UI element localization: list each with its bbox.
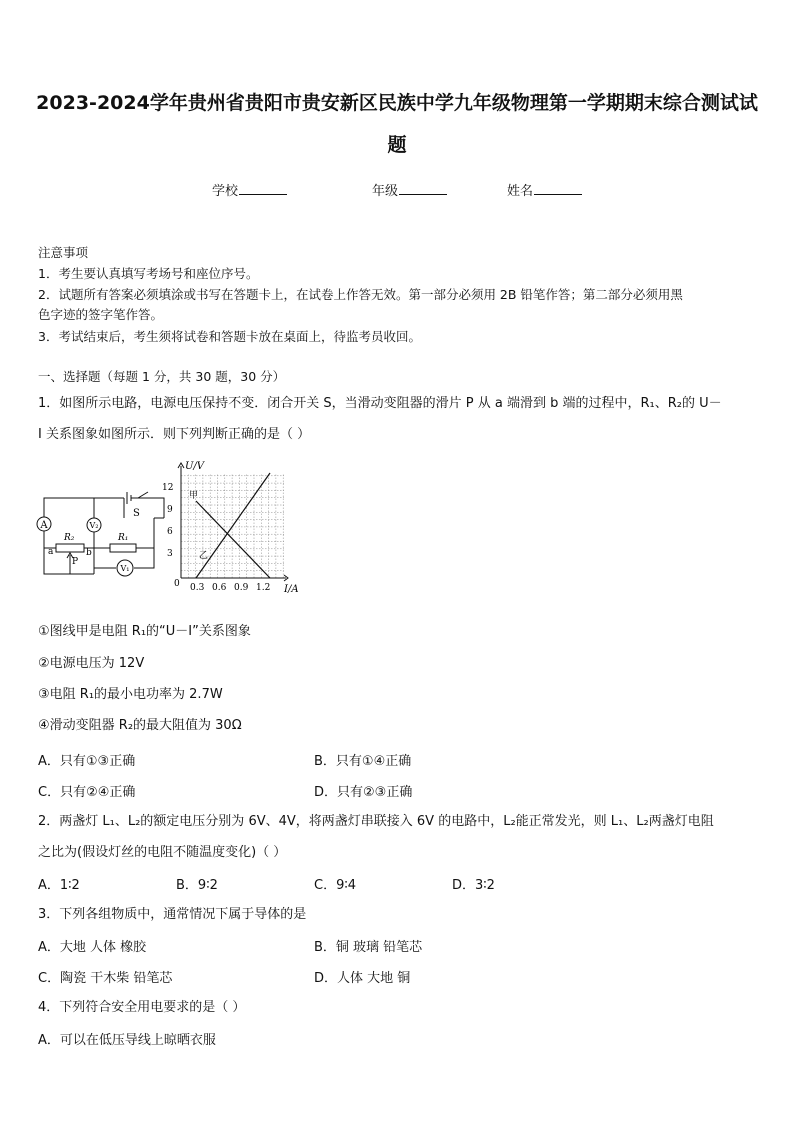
q1-statement-1: ①图线甲是电阻 R₁的“U－I”关系图象 [38, 624, 251, 639]
ammeter-label: A [40, 520, 48, 531]
q1-statement-2: ②电源电压为 12V [38, 656, 145, 671]
q1-option-b[interactable]: B．只有①④正确 [314, 754, 412, 769]
school-blank[interactable] [239, 182, 287, 195]
q3-option-a[interactable]: A．大地 人体 橡胶 [38, 940, 147, 955]
y-tick-3: 3 [167, 549, 173, 559]
q1-statement-3: ③电阻 R₁的最小电功率为 2.7W [38, 687, 223, 702]
notice-item-2-cont: 色字迹的签字笔作答。 [38, 307, 164, 322]
notice-item-2: 2．试题所有答案必须填涂或书写在答题卡上，在试卷上作答无效。第一部分必须用 2B 铅笔作答；第二部分必须用黑 [38, 287, 683, 302]
q4-option-a[interactable]: A．可以在低压导线上晾晒衣服 [38, 1033, 216, 1048]
q3-option-b[interactable]: B．铜 玻璃 铅笔芯 [314, 940, 423, 955]
q2-option-d[interactable]: D．3∶2 [452, 878, 495, 893]
q1-figure [34, 458, 324, 600]
q1-option-d[interactable]: D．只有②③正确 [314, 785, 413, 800]
exam-title-line2: 题 [387, 134, 407, 156]
q3-option-c[interactable]: C．陶瓷 干木柴 铅笔芯 [38, 971, 173, 986]
x-tick-0.3: 0.3 [190, 583, 205, 593]
line-rising [196, 473, 270, 578]
y-tick-6: 6 [167, 527, 173, 537]
notice-item-1: 1．考生要认真填写考场号和座位序号。 [38, 266, 259, 281]
grade-blank[interactable] [399, 182, 447, 195]
q3-stem: 3．下列各组物质中，通常情况下属于导体的是 [38, 907, 307, 922]
q1-statement-4: ④滑动变阻器 R₂的最大阻值为 30Ω [38, 718, 242, 733]
exam-title-line1: 2023-2024学年贵州省贵阳市贵安新区民族中学九年级物理第一学期期末综合测试试 [36, 92, 758, 114]
voltmeter-v1-label: V₁ [120, 564, 130, 573]
grade-label: 年级 [372, 184, 399, 199]
section1-heading: 一、选择题（每题 1 分，共 30 题，30 分） [38, 369, 286, 384]
q2-option-b[interactable]: B．9∶2 [176, 878, 218, 893]
q1-stem-line1: 1．如图所示电路，电源电压保持不变．闭合开关 S，当滑动变阻器的滑片 P 从 a 端滑到 b 端的过程中，R₁、R₂的 U－ [38, 396, 722, 411]
graph-origin-label: 0 [174, 579, 180, 589]
q1-option-a[interactable]: A．只有①③正确 [38, 754, 136, 769]
name-blank[interactable] [534, 182, 582, 195]
q2-option-c[interactable]: C．9∶4 [314, 878, 357, 893]
circuit-diagram [44, 492, 164, 574]
notice-item-3: 3．考试结束后，考生须将试卷和答题卡放在桌面上，待监考员收回。 [38, 329, 421, 344]
name-label: 姓名 [507, 184, 534, 199]
switch-label: S [133, 508, 140, 519]
q2-stem-line2: 之比为(假设灯丝的电阻不随温度变化)（ ） [38, 845, 287, 860]
y-tick-9: 9 [167, 505, 173, 515]
x-tick-0.9: 0.9 [234, 583, 249, 593]
q2-option-a[interactable]: A．1∶2 [38, 878, 80, 893]
notice-heading: 注意事项 [38, 245, 89, 260]
school-label: 学校 [212, 184, 239, 199]
q1-option-c[interactable]: C．只有②④正确 [38, 785, 136, 800]
line-yi-label: 乙 [199, 551, 209, 561]
school-field[interactable] [212, 180, 287, 199]
name-field[interactable] [507, 180, 582, 199]
q1-stem-line2: I 关系图象如图所示．则下列判断正确的是（ ） [38, 427, 311, 442]
y-tick-12: 12 [162, 483, 174, 493]
q4-stem: 4．下列符合安全用电要求的是（ ） [38, 1000, 246, 1015]
end-b-label: b [86, 548, 92, 558]
line-jia-label: 甲 [189, 491, 199, 501]
r1-label: R₁ [118, 533, 129, 543]
q2-stem-line1: 2．两盏灯 L₁、L₂的额定电压分别为 6V、4V，将两盏灯串联接入 6V 的电路中，L₂能正常发光，则 L₁、L₂两盏灯电阻 [38, 814, 714, 829]
ui-graph [162, 461, 299, 595]
graph-x-label: I/A [284, 584, 299, 595]
slider-p-label: P [72, 557, 79, 567]
graph-y-label: U/V [185, 461, 205, 472]
end-a-label: a [48, 547, 54, 557]
r2-label: R₂ [64, 533, 75, 543]
grade-field[interactable] [372, 180, 447, 199]
voltmeter-v2-label: V₂ [89, 521, 99, 530]
x-tick-0.6: 0.6 [212, 583, 227, 593]
q3-option-d[interactable]: D．人体 大地 铜 [314, 971, 411, 986]
x-tick-1.2: 1.2 [256, 583, 271, 593]
